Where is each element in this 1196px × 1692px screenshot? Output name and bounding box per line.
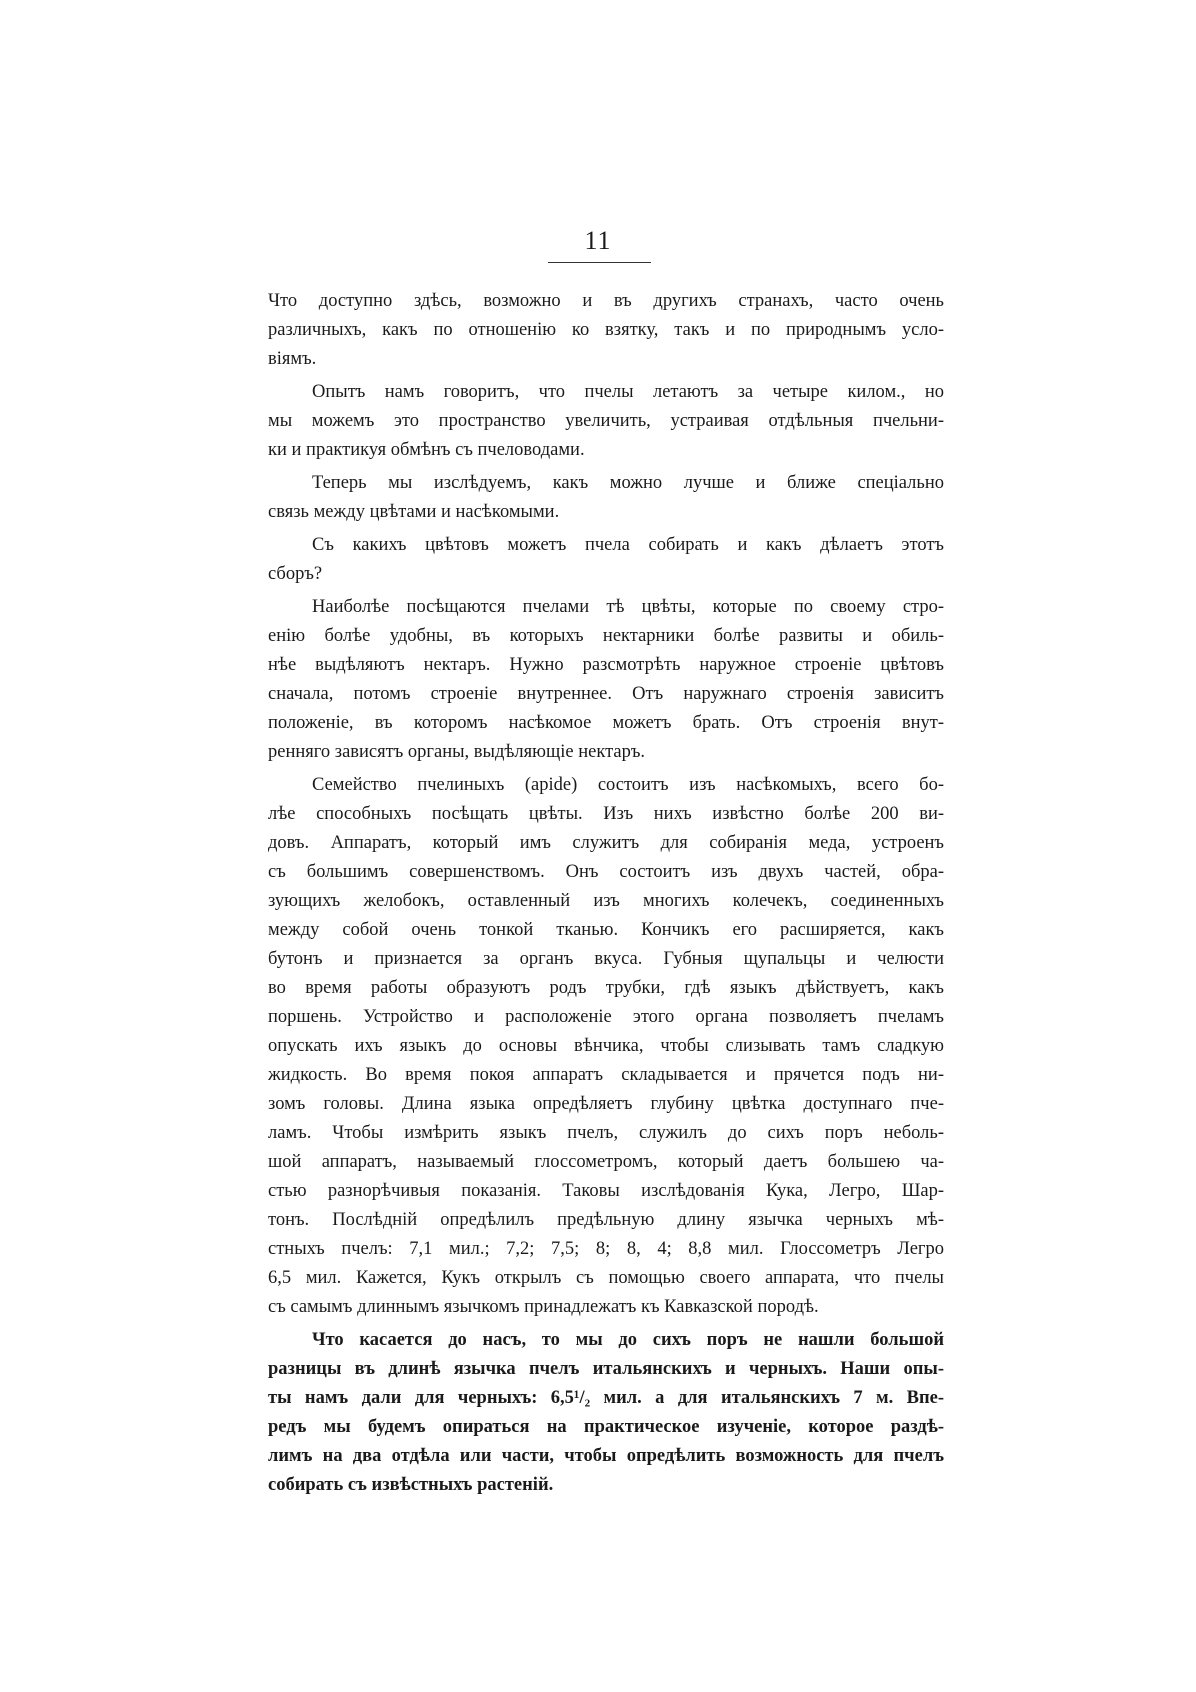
text-line: различныхъ, какъ по отношенію ко взятку, такъ и по природнымъ усло- [268, 320, 944, 340]
text-line: съ самымъ длиннымъ язычкомъ принадлежатъ къ Кавказской породѣ. [268, 1297, 819, 1317]
text-line: лѣе способныхъ посѣщать цвѣты. Изъ нихъ извѣстно болѣе 200 ви- [268, 804, 944, 824]
text-line: стью разнорѣчивыя показанія. Таковы изслѣдованія Кука, Легро, Шар- [268, 1181, 944, 1201]
text-line: между собой очень тонкой тканью. Кончикъ его расширяется, какъ [268, 920, 944, 940]
paragraph [268, 771, 944, 1322]
text-line: Теперь мы изслѣдуемъ, какъ можно лучше и ближе спеціально [312, 473, 944, 493]
paragraph [268, 287, 944, 374]
text-line: собирать съ извѣстныхъ растеній. [268, 1475, 554, 1495]
paragraph [268, 531, 944, 589]
text-line: мы можемъ это пространство увеличить, устраивая отдѣльныя пчельни- [268, 411, 944, 431]
text-line: шой аппаратъ, называемый глоссометромъ, который даетъ большею ча- [268, 1152, 944, 1172]
text-line: лимъ на два отдѣла или части, чтобы опредѣлить возможность для пчелъ [268, 1446, 944, 1466]
text-line: разницы въ длинѣ язычка пчелъ итальянскихъ и черныхъ. Наши опы- [268, 1359, 944, 1379]
body-text [268, 287, 944, 1500]
text-line: жидкость. Во время покоя аппаратъ складывается и прячется подъ ни- [268, 1065, 944, 1085]
text-line: віямъ. [268, 349, 317, 369]
text-line: енію болѣе удобны, въ которыхъ нектарники болѣе развиты и обиль- [268, 626, 944, 646]
paragraph [268, 593, 944, 767]
text-line: стныхъ пчелъ: 7,1 мил.; 7,2; 7,5; 8; 8, 4; 8,8 мил. Глоссометръ Легро [268, 1239, 944, 1259]
text-line: нѣе выдѣляютъ нектаръ. Нужно разсмотрѣть наружное строеніе цвѣтовъ [268, 655, 944, 675]
text-line: Что касается до насъ, то мы до сихъ поръ не нашли большой [312, 1330, 944, 1350]
text-line: ренняго зависятъ органы, выдѣляющіе нектаръ. [268, 742, 646, 762]
text-line: тонъ. Послѣдній опредѣлилъ предѣльную длину язычка черныхъ мѣ- [268, 1210, 944, 1230]
text-line: сначала, потомъ строеніе внутреннее. Отъ наружнаго строенія зависитъ [268, 684, 944, 704]
text-line: зующихъ желобокъ, оставленный изъ многихъ колечекъ, соединенныхъ [268, 891, 944, 911]
text-line: Съ какихъ цвѣтовъ можетъ пчела собирать и какъ дѣлаетъ этотъ [312, 535, 944, 555]
paragraph [268, 1326, 944, 1500]
text-line: ты намъ дали для черныхъ: 6,5¹/₂ мил. а для итальянскихъ 7 м. Впе- [268, 1388, 944, 1408]
text-line: довъ. Аппаратъ, который имъ служитъ для собиранія меда, устроенъ [268, 833, 944, 853]
page-header [0, 226, 1196, 256]
header-rule [548, 262, 651, 263]
text-line: ки и практикуя обмѣнъ съ пчеловодами. [268, 440, 585, 460]
text-line: сборъ? [268, 564, 323, 584]
text-line: зомъ головы. Длина языка опредѣляетъ глубину цвѣтка доступнаго пче- [268, 1094, 944, 1114]
text-line: во время работы образуютъ родъ трубки, гдѣ языкъ дѣйствуетъ, какъ [268, 978, 944, 998]
page-number: 11 [584, 226, 612, 255]
paragraph [268, 378, 944, 465]
text-line: редъ мы будемъ опираться на практическое изученіе, которое раздѣ- [268, 1417, 944, 1437]
text-line: 6,5 мил. Кажется, Кукъ открылъ съ помощью своего аппарата, что пчелы [268, 1268, 944, 1288]
text-line: Опытъ намъ говоритъ, что пчелы летаютъ за четыре килом., но [312, 382, 944, 402]
text-line: положеніе, въ которомъ насѣкомое можетъ брать. Отъ строенія внут- [268, 713, 944, 733]
text-line: бутонъ и признается за органъ вкуса. Губныя щупальцы и челюсти [268, 949, 944, 969]
text-line: Что доступно здѣсь, возможно и въ другихъ странахъ, часто очень [268, 291, 944, 311]
text-line: опускать ихъ языкъ до основы вѣнчика, чтобы слизывать тамъ сладкую [268, 1036, 944, 1056]
text-line: связь между цвѣтами и насѣкомыми. [268, 502, 560, 522]
text-line: съ большимъ совершенствомъ. Онъ состоитъ изъ двухъ частей, обра- [268, 862, 944, 882]
text-line: ламъ. Чтобы измѣрить языкъ пчелъ, служилъ до сихъ поръ неболь- [268, 1123, 944, 1143]
text-line: Семейство пчелиныхъ (apide) состоитъ изъ насѣкомыхъ, всего бо- [312, 775, 944, 795]
text-line: поршень. Устройство и расположеніе этого органа позволяетъ пчеламъ [268, 1007, 944, 1027]
text-line: Наиболѣе посѣщаются пчелами тѣ цвѣты, которые по своему стро- [312, 597, 944, 617]
paragraph [268, 469, 944, 527]
